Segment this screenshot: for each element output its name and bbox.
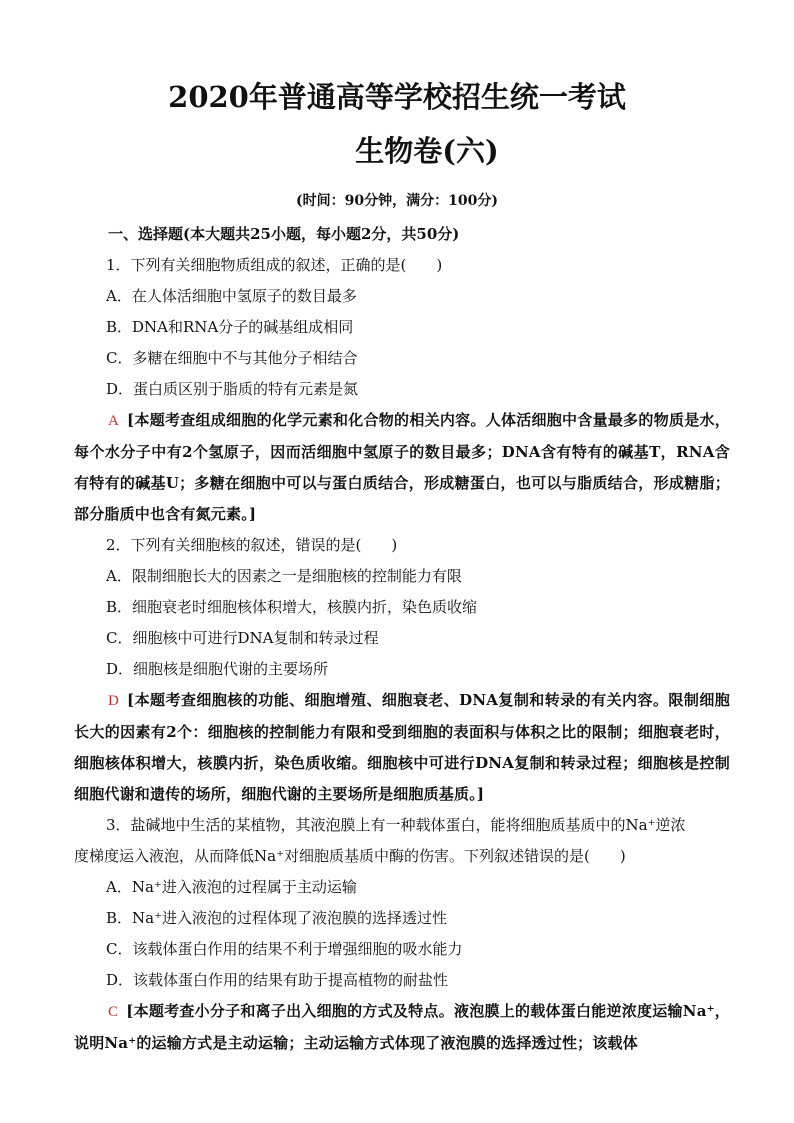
- analysis-text: [本题考查组成细胞的化学元素和化合物的相关内容。人体活细胞中含量最多的物质是水，每个水分子中有2个氢原子，因而活细胞中氢原子的数目最多；DNA含有特有的碱基T，RNA含有特有的碱基U；多糖在细胞中可以与蛋白质结合，形成糖蛋白，也可以与脂质结合，形成糖脂；部分脂质中也含有氮元素。]: [74, 411, 730, 523]
- exam-title: 2020年普通高等学校招生统一考试: [168, 80, 626, 114]
- answer-analysis: [74, 996, 730, 1059]
- answer-key: D: [108, 693, 120, 709]
- exam-meta: (时间：90分钟，满分：100分): [296, 193, 498, 209]
- option-d: D．细胞核是细胞代谢的主要场所: [106, 660, 329, 678]
- option-c: C．该载体蛋白作用的结果不利于增强细胞的吸水能力: [106, 940, 463, 958]
- option-b: B．Na⁺进入液泡的过程体现了液泡膜的选择透过性: [106, 909, 448, 927]
- answer-analysis: [74, 685, 730, 810]
- analysis-text: [本题考查细胞核的功能、细胞增殖、细胞衰老、DNA复制和转录的有关内容。限制细胞长大的因素有2个：细胞核的控制能力有限和受到细胞的表面积与体积之比的限制；细胞衰老时，细胞核体积增大，核膜内折，染色质收缩。细胞核中可进行DNA复制和转录过程；细胞核是控制细胞代谢和遗传的场所，细胞代谢的主要场所是细胞质基质。]: [74, 691, 730, 803]
- option-c: C．细胞核中可进行DNA复制和转录过程: [106, 629, 379, 647]
- question-2: [74, 530, 730, 810]
- option-c: C．多糖在细胞中不与其他分子相结合: [106, 349, 358, 367]
- question-3: [74, 810, 730, 1059]
- option-b: B．细胞衰老时细胞核体积增大，核膜内折，染色质收缩: [106, 598, 478, 616]
- question-stem: 1．下列有关细胞物质组成的叙述，正确的是( ): [106, 256, 443, 274]
- question-stem: 2．下列有关细胞核的叙述，错误的是( ): [106, 536, 398, 554]
- question-1: [74, 250, 730, 530]
- question-stem-cont: 度梯度运入液泡，从而降低Na⁺对细胞质基质中酶的伤害。下列叙述错误的是( ): [74, 847, 626, 865]
- option-d: D．蛋白质区别于脂质的特有元素是氮: [106, 380, 359, 398]
- analysis-text: [本题考查小分子和离子出入细胞的方式及特点。液泡膜上的载体蛋白能逆浓度运输Na⁺，说明Na⁺的运输方式是主动运输；主动运输方式体现了液泡膜的选择透过性；该载体: [74, 1002, 730, 1052]
- answer-analysis: [74, 405, 730, 530]
- section-heading: 一、选择题(本大题共25小题，每小题2分，共50分): [108, 225, 460, 243]
- option-b: B．DNA和RNA分子的碱基组成相同: [106, 318, 354, 336]
- option-a: A．在人体活细胞中氢原子的数目最多: [106, 287, 357, 305]
- answer-key: C: [108, 1004, 119, 1020]
- option-a: A．Na⁺进入液泡的过程属于主动运输: [106, 878, 357, 896]
- exam-subtitle: 生物卷(六): [355, 134, 499, 168]
- question-list: [74, 219, 730, 1059]
- answer-key: A: [108, 413, 120, 429]
- option-d: D．该载体蛋白作用的结果有助于提高植物的耐盐性: [106, 971, 449, 989]
- option-a: A．限制细胞长大的因素之一是细胞核的控制能力有限: [106, 567, 462, 585]
- question-stem: 3．盐碱地中生活的某植物，其液泡膜上有一种载体蛋白，能将细胞质基质中的Na⁺逆浓: [106, 816, 686, 834]
